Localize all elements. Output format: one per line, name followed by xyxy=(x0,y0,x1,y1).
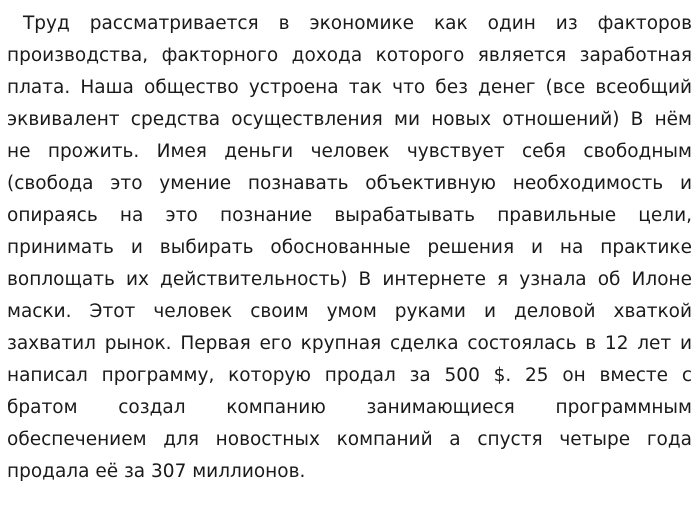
paragraph-line: эквивалент средства осуществления ми новых отношений) В нём xyxy=(7,109,692,130)
paragraph-line: продала её за 307 миллионов. xyxy=(7,461,306,482)
essay-paragraph xyxy=(7,8,692,488)
paragraph-line: плата. Наша общество устроена так что без денег (все всеобщий xyxy=(7,77,692,98)
paragraph-line: Труд рассматривается в экономике как один из факторов xyxy=(23,13,692,34)
paragraph-line: маски. Этот человек своим умом руками и деловой хваткой xyxy=(7,301,692,322)
paragraph-line: не прожить. Имея деньги человек чувствует себя свободным xyxy=(7,141,692,162)
paragraph-line: опираясь на это познание вырабатывать правильные цели, xyxy=(7,205,692,226)
paragraph-line: (свобода это умение познавать объективную необходимость и xyxy=(7,173,692,194)
paragraph-line: захватил рынок. Первая его крупная сделка состоялась в 12 лет и xyxy=(7,333,692,354)
paragraph-line: обеспечением для новостных компаний а спустя четыре года xyxy=(7,429,692,450)
paragraph-line: принимать и выбирать обоснованные решения и на практике xyxy=(7,237,692,258)
paragraph-line: производства, факторного дохода которого является заработная xyxy=(7,45,692,66)
paragraph-line: воплощать их действительность) В интернете я узнала об Илоне xyxy=(7,269,692,290)
paragraph-line: написал программу, которую продал за 500 $. 25 он вместе с xyxy=(7,365,692,386)
paragraph-line: братом создал компанию занимающиеся программным xyxy=(7,397,692,418)
